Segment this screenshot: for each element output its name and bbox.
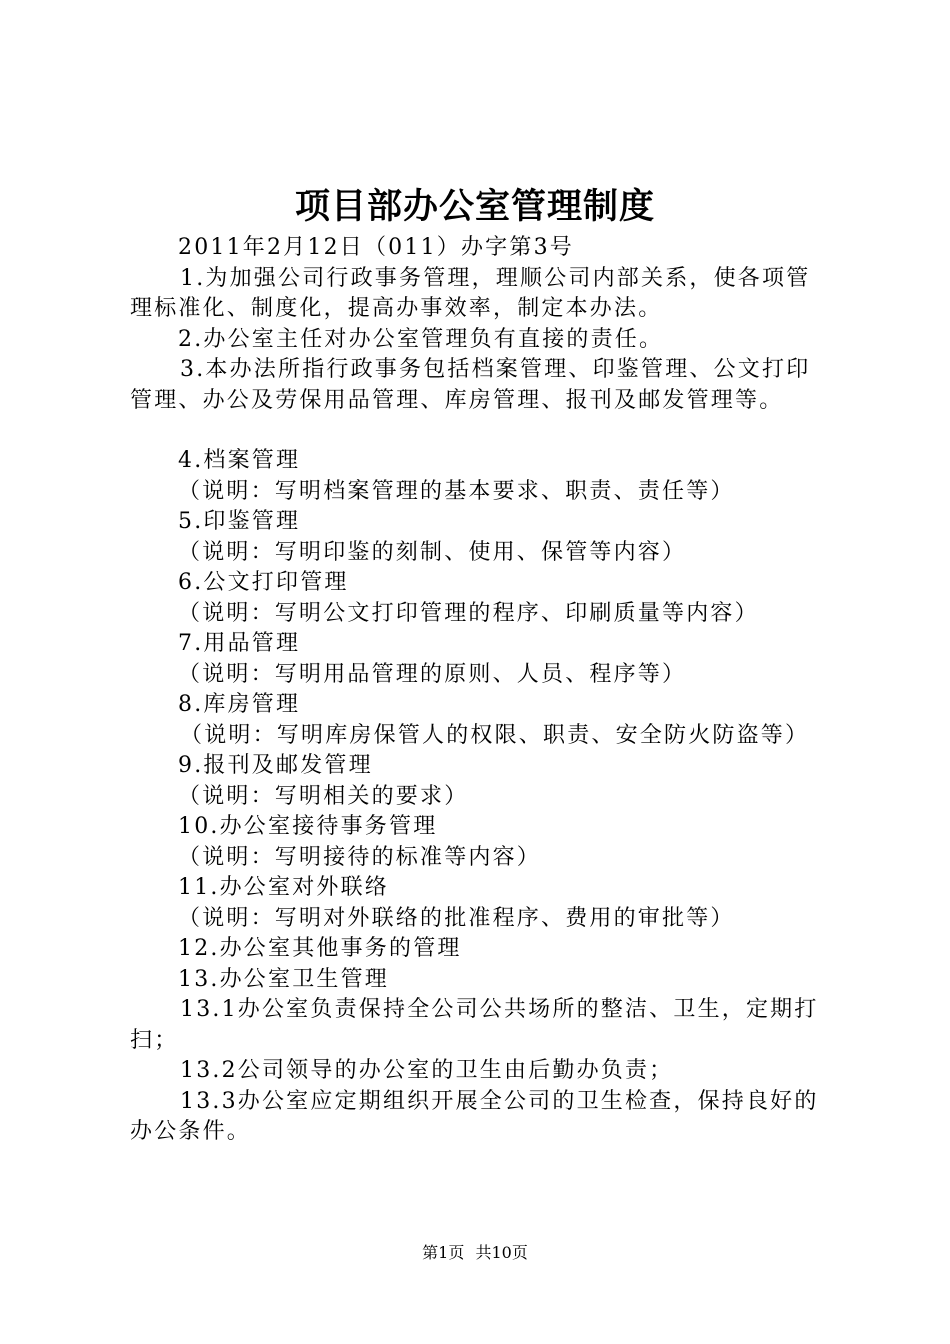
page-total: 共10页 <box>475 1243 528 1262</box>
section-heading-8: 8.库房管理 <box>178 692 301 717</box>
page-footer <box>0 1241 950 1265</box>
clause-13-2: 13.2公司领导的办公室的卫生由后勤办负责； <box>180 1058 674 1083</box>
document-body <box>130 233 834 1148</box>
section-heading-7: 7.用品管理 <box>178 631 301 656</box>
document-meta: 2011年2月12日（011）办字第3号 <box>178 235 574 260</box>
page-number: 第1页 <box>422 1243 465 1262</box>
clause-13-3: 13.3办公室应定期组织开展全公司的卫生检查，保持良好的办公条件。 <box>130 1088 819 1144</box>
section-note-7: （说明：写明用品管理的原则、人员、程序等） <box>178 661 687 687</box>
section-note-9: （说明：写明相关的要求） <box>178 783 469 809</box>
clause-13-1: 13.1办公室负责保持全公司公共场所的整洁、卫生，定期打扫； <box>130 997 819 1053</box>
paragraph-3: 3.本办法所指行政事务包括档案管理、印鉴管理、公文打印管理、办公及劳保用品管理、库房管理、报刊及邮发管理等。 <box>130 357 811 413</box>
section-heading-6: 6.公文打印管理 <box>178 570 349 595</box>
paragraph-gap <box>130 416 834 446</box>
paragraph-1: 1.为加强公司行政事务管理，理顺公司内部关系，使各项管理标准化、制度化，提高办事效率，制定本办法。 <box>130 265 811 321</box>
paragraph-2: 2.办公室主任对办公室管理负有直接的责任。 <box>178 326 664 352</box>
section-note-5: （说明：写明印鉴的刻制、使用、保管等内容） <box>178 539 687 565</box>
section-heading-4: 4.档案管理 <box>178 448 301 473</box>
section-heading-12: 12.办公室其他事务的管理 <box>178 936 462 961</box>
section-note-8: （说明：写明库房保管人的权限、职责、安全防火防盗等） <box>180 722 810 748</box>
document-title: 项目部办公室管理制度 <box>294 186 655 227</box>
section-heading-10: 10.办公室接待事务管理 <box>178 814 438 839</box>
section-heading-13: 13.办公室卫生管理 <box>178 966 389 992</box>
section-heading-11: 11.办公室对外联络 <box>178 875 389 900</box>
section-note-6: （说明：写明公文打印管理的程序、印刷质量等内容） <box>178 600 759 626</box>
section-heading-9: 9.报刊及邮发管理 <box>178 753 373 778</box>
section-note-11: （说明：写明对外联络的批准程序、费用的审批等） <box>178 905 735 931</box>
section-note-4: （说明：写明档案管理的基本要求、职责、责任等） <box>178 478 735 504</box>
section-note-10: （说明：写明接待的标准等内容） <box>178 844 542 870</box>
section-heading-5: 5.印鉴管理 <box>178 509 301 534</box>
